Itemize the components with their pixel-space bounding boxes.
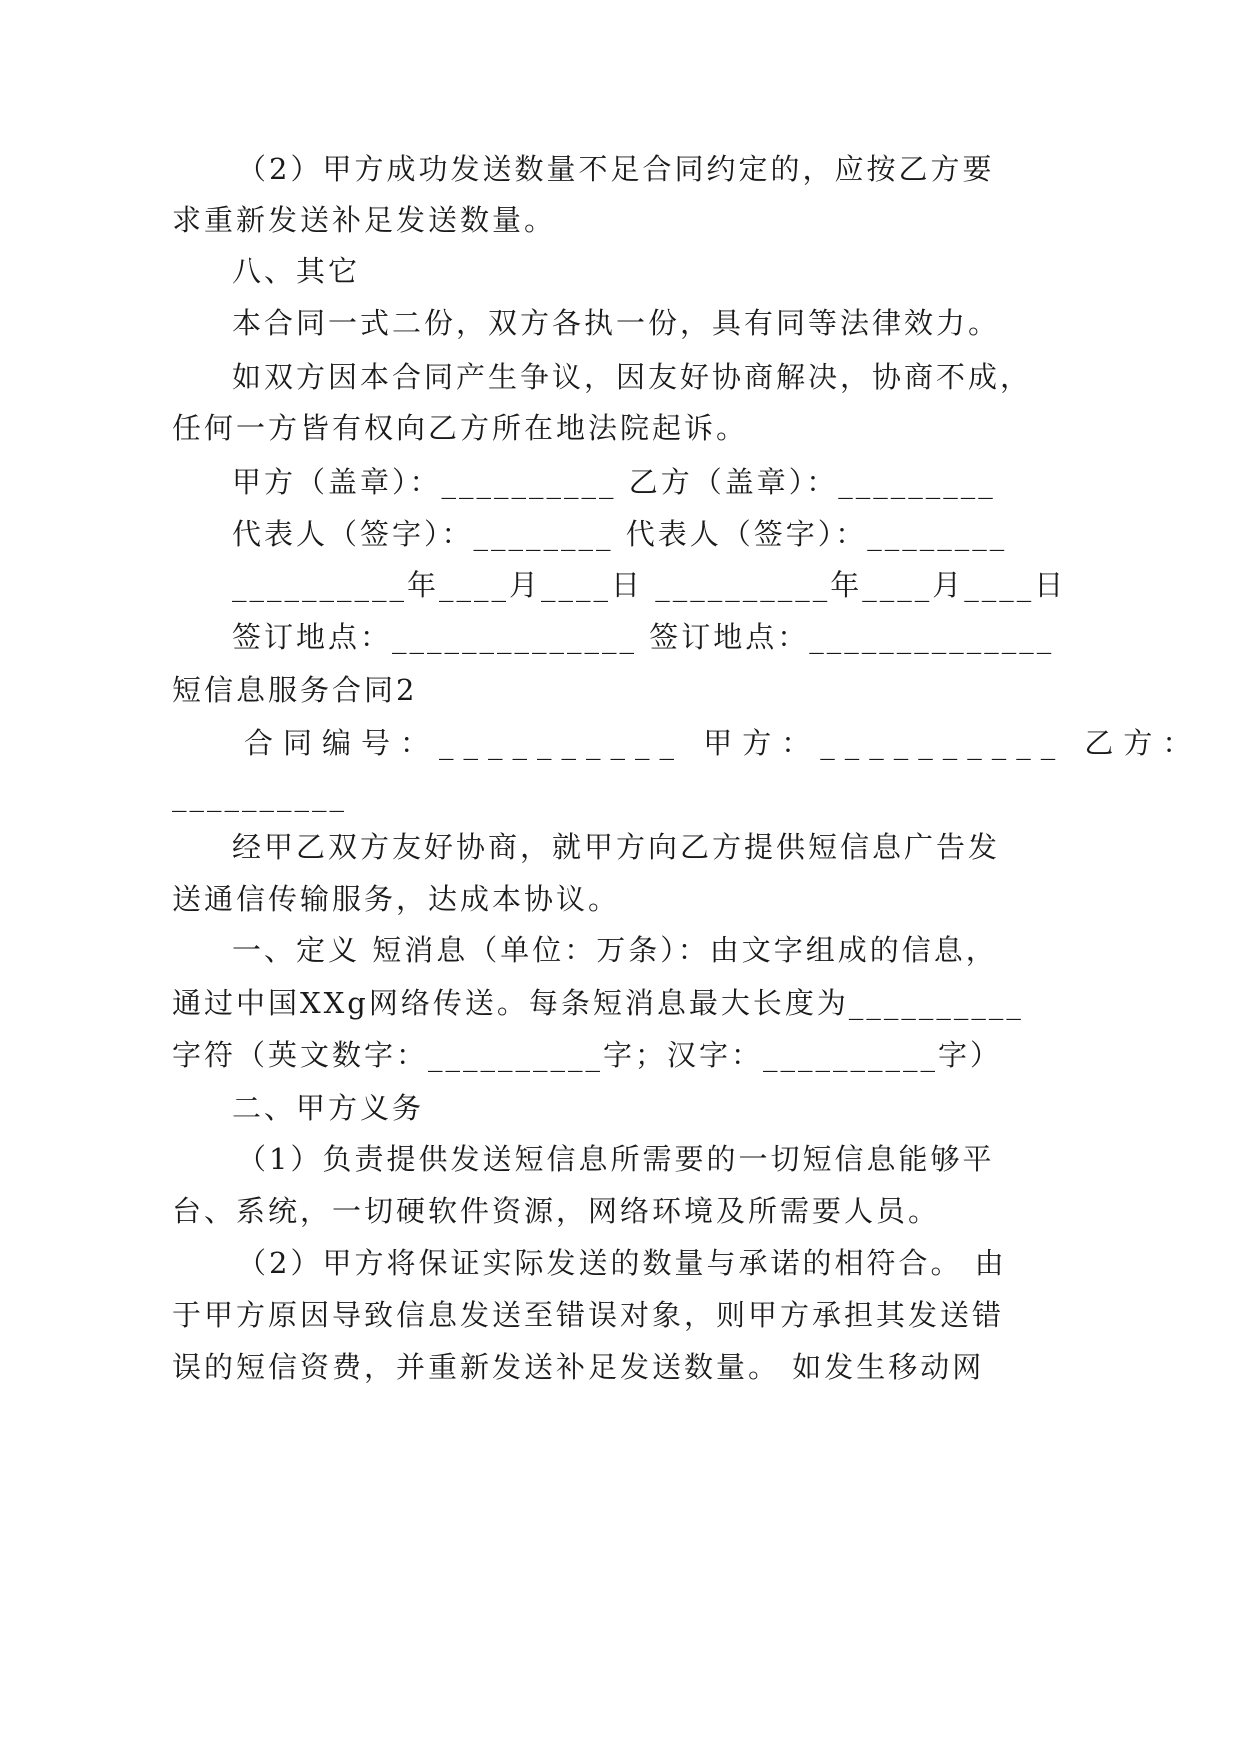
section-heading: 二、甲方义务 — [232, 1091, 425, 1125]
paragraph-line: （1）负责提供发送短信息所需要的一切短信息能够平 — [237, 1142, 995, 1176]
paragraph-line: 字符（英文数字：__________字；汉字：__________字） — [172, 1038, 1003, 1072]
signature-line-date: __________年____月____日 __________年____月____日 — [232, 568, 1067, 602]
contract-header-line: 合同编号：__________ 甲方：__________ 乙方： — [244, 726, 1202, 760]
paragraph-line: 通过中国XXg网络传送。每条短消息最大长度为__________ — [172, 986, 1024, 1020]
section-heading: 八、其它 — [232, 254, 361, 288]
paragraph-line: 任何一方皆有权向乙方所在地法院起诉。 — [172, 411, 749, 445]
paragraph-line: 台、系统，一切硬软件资源，网络环境及所需要人员。 — [172, 1194, 941, 1228]
contract-header-blank: __________ — [172, 778, 347, 812]
paragraph-line: （2）甲方将保证实际发送的数量与承诺的相符合。 由 — [237, 1246, 1007, 1280]
paragraph-line: 求重新发送补足发送数量。 — [172, 203, 557, 237]
paragraph-line: （2）甲方成功发送数量不足合同约定的，应按乙方要 — [237, 152, 995, 186]
paragraph-line: 如双方因本合同产生争议，因友好协商解决，协商不成， — [232, 360, 1033, 394]
paragraph-line: 于甲方原因导致信息发送至错误对象，则甲方承担其发送错 — [172, 1298, 1005, 1332]
signature-line-seal: 甲方（盖章）：__________ 乙方（盖章）：_________ — [232, 465, 996, 499]
paragraph-line: 本合同一式二份，双方各执一份，具有同等法律效力。 — [232, 306, 1001, 340]
paragraph-line: 经甲乙双方友好协商，就甲方向乙方提供短信息广告发 — [232, 830, 1001, 864]
signature-line-place: 签订地点：______________ 签订地点：______________ — [232, 620, 1055, 654]
document-title: 短信息服务合同2 — [172, 673, 418, 707]
paragraph-line: 送通信传输服务，达成本协议。 — [172, 882, 621, 916]
signature-line-representative: 代表人（签字）：________ 代表人（签字）：________ — [232, 517, 1008, 551]
paragraph-line: 一、定义 短消息（单位：万条）：由文字组成的信息， — [232, 933, 998, 967]
paragraph-line: 误的短信资费，并重新发送补足发送数量。 如发生移动网 — [172, 1350, 985, 1384]
